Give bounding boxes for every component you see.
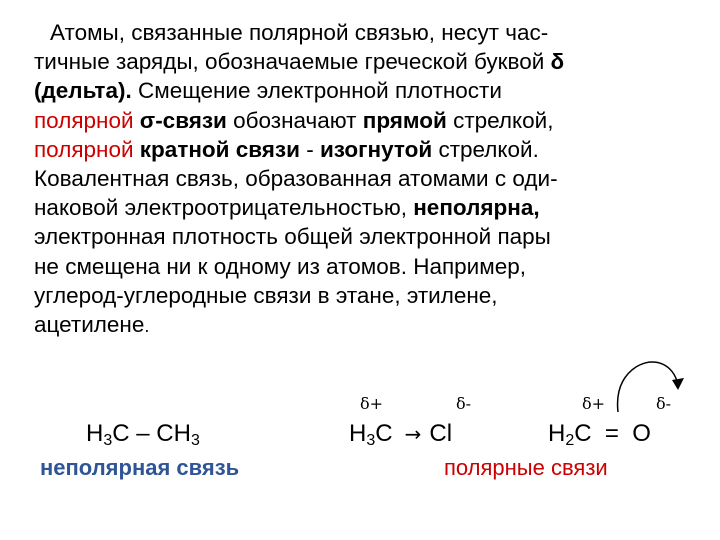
text-segment: углерод-углеродные связи в этане, этилене, bbox=[34, 282, 498, 308]
text-line bbox=[34, 106, 698, 135]
text-segment: стрелкой. bbox=[432, 136, 539, 162]
formula-atom: H bbox=[86, 420, 104, 447]
text-line bbox=[34, 76, 698, 105]
hcl-delta-plus: δ+ bbox=[360, 394, 384, 413]
nonpolar-caption: неполярная связь bbox=[40, 455, 240, 480]
text-segment: наковой электроотрицательностью, bbox=[34, 195, 414, 221]
formula-subscript: 3 bbox=[190, 432, 200, 449]
formula-subscript: 3 bbox=[103, 432, 113, 449]
text-line bbox=[34, 47, 698, 76]
text-segment: обозначают bbox=[226, 107, 363, 133]
bold-term: изогнутой bbox=[319, 136, 433, 162]
text-segment: - bbox=[299, 136, 320, 162]
text-line bbox=[34, 222, 698, 251]
explanation-paragraph bbox=[34, 18, 698, 341]
text-segment: стрелкой, bbox=[446, 107, 554, 133]
polar-double-bond-formula bbox=[548, 420, 651, 448]
text-line bbox=[34, 252, 698, 281]
bold-term: (дельта). bbox=[34, 78, 132, 104]
text-line bbox=[34, 164, 698, 193]
text-line bbox=[34, 310, 698, 341]
bold-term: неполярна, bbox=[413, 195, 540, 221]
text-line bbox=[34, 135, 698, 164]
hcl-delta-minus: δ- bbox=[456, 394, 472, 413]
text-segment: Атомы, связанные полярной связью, несут час- bbox=[50, 20, 549, 45]
formula-subscript: 2 bbox=[565, 432, 575, 449]
formula-atom: H bbox=[349, 420, 367, 447]
curved-arrow-icon bbox=[608, 356, 688, 416]
bold-term: прямой bbox=[362, 107, 447, 133]
red-term: полярной bbox=[34, 107, 140, 133]
bold-term: кратной связи bbox=[139, 136, 300, 162]
straight-arrow: → bbox=[404, 422, 422, 446]
co-delta-plus: δ+ bbox=[582, 394, 606, 413]
text-segment: Ковалентная связь, образованная атомами с оди- bbox=[34, 166, 558, 192]
text-line bbox=[34, 18, 698, 47]
co-delta-minus: δ- bbox=[656, 394, 672, 413]
text-segment: электронная плотность общей электронной пары bbox=[34, 224, 551, 250]
text-segment: ацетилене bbox=[34, 312, 145, 338]
text-segment: тичные заряды, обозначаемые греческой буквой bbox=[34, 49, 551, 75]
text-line bbox=[34, 193, 698, 222]
red-term: полярной bbox=[34, 136, 140, 162]
text-line bbox=[34, 281, 698, 310]
formula-atom: C = O bbox=[574, 420, 651, 447]
bold-term: σ-связи bbox=[139, 107, 227, 133]
ethane-formula bbox=[86, 420, 200, 448]
formula-atom: C – CH bbox=[112, 420, 191, 447]
delta-symbol: δ bbox=[550, 49, 565, 75]
formula-subscript: 3 bbox=[366, 432, 376, 449]
formula-atom: C bbox=[375, 420, 393, 447]
polar-sigma-formula bbox=[349, 420, 452, 448]
period: . bbox=[144, 316, 150, 337]
text-segment: Смещение электронной плотности bbox=[131, 78, 502, 104]
formula-atom: Cl bbox=[429, 420, 453, 447]
formula-atom: H bbox=[548, 420, 566, 447]
polar-caption: полярные связи bbox=[444, 455, 608, 480]
text-segment: не смещена ни к одному из атомов. Например, bbox=[34, 253, 526, 279]
